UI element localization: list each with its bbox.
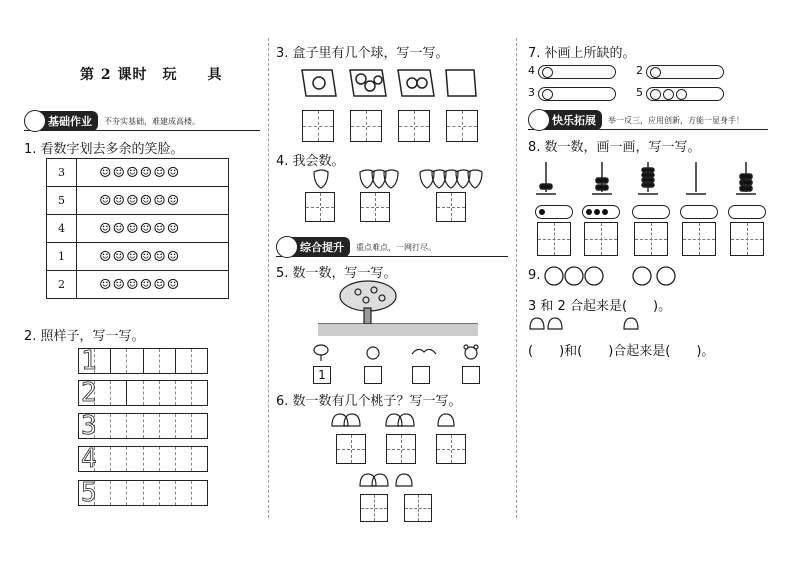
section-label: 综合提升 bbox=[292, 237, 350, 257]
answer-pill[interactable] bbox=[538, 87, 616, 101]
answer-box[interactable] bbox=[446, 110, 478, 142]
table-row: 2 ☺☺☺☺☺☺ bbox=[47, 271, 229, 299]
peaches-illustration-3 bbox=[528, 314, 678, 332]
mascot-icon bbox=[24, 110, 46, 132]
scene-items-row bbox=[306, 342, 486, 362]
answer-box[interactable] bbox=[412, 366, 430, 384]
answer-box[interactable] bbox=[302, 110, 334, 142]
answer-box[interactable] bbox=[336, 434, 366, 464]
question-2: 2. 照样子，写一写。 bbox=[24, 329, 145, 344]
box-icon bbox=[302, 70, 476, 96]
table-row: 3 ☺☺☺☺☺☺ bbox=[47, 159, 229, 187]
writing-row-1[interactable]: 1 bbox=[78, 348, 208, 374]
bead-pill[interactable] bbox=[582, 205, 620, 219]
section-motto: 不夯实基础，难建成高楼。 bbox=[104, 116, 200, 126]
smiley-faces[interactable]: ☺☺☺☺☺☺ bbox=[77, 215, 229, 243]
answer-box[interactable] bbox=[436, 434, 466, 464]
answer-box[interactable] bbox=[462, 366, 480, 384]
answer-box[interactable] bbox=[404, 494, 432, 522]
answer-box[interactable] bbox=[730, 222, 764, 256]
bead-pill[interactable] bbox=[632, 205, 670, 219]
answer-box[interactable] bbox=[398, 110, 430, 142]
smiley-faces[interactable]: ☺☺☺☺☺☺ bbox=[77, 243, 229, 271]
question-6: 6. 数一数有几个桃子？写一写。 bbox=[276, 394, 462, 409]
bead-rod-icon bbox=[592, 162, 612, 194]
question-9-label: 9. bbox=[528, 268, 541, 283]
section-label: 快乐拓展 bbox=[544, 110, 602, 130]
ball-boxes-illustration bbox=[298, 64, 478, 102]
bear-icon bbox=[464, 345, 478, 359]
writing-row-2[interactable]: 2 bbox=[78, 380, 208, 406]
answer-box[interactable] bbox=[350, 110, 382, 142]
apple-icon bbox=[367, 347, 379, 359]
section-header-basic bbox=[24, 111, 200, 131]
mascot-icon bbox=[276, 236, 298, 258]
bead-rod-icon bbox=[686, 162, 706, 194]
peaches-illustration-2 bbox=[356, 470, 426, 490]
answer-box[interactable] bbox=[305, 192, 335, 222]
tree-small-icon bbox=[314, 345, 328, 361]
bead-pill[interactable] bbox=[728, 205, 766, 219]
abacus-beads-illustration bbox=[534, 158, 766, 198]
bead-pill[interactable] bbox=[535, 205, 573, 219]
table-row: 4 ☺☺☺☺☺☺ bbox=[47, 215, 229, 243]
answer-box[interactable] bbox=[682, 222, 716, 256]
answer-box[interactable] bbox=[436, 192, 466, 222]
answer-box[interactable] bbox=[584, 222, 618, 256]
column-divider-1 bbox=[268, 38, 269, 518]
apple-icon bbox=[545, 267, 675, 285]
section-rule bbox=[528, 129, 768, 130]
bird-icon bbox=[412, 349, 436, 354]
question-4: 4. 我会数。 bbox=[276, 154, 345, 169]
section-rule bbox=[276, 256, 508, 257]
answer-pill[interactable] bbox=[646, 65, 724, 79]
column-divider-2 bbox=[516, 38, 517, 518]
answer-box[interactable] bbox=[364, 366, 382, 384]
smiley-faces[interactable]: ☺☺☺☺☺☺ bbox=[77, 159, 229, 187]
answer-box[interactable] bbox=[360, 494, 388, 522]
table-row: 1 ☺☺☺☺☺☺ bbox=[47, 243, 229, 271]
section-rule bbox=[24, 130, 260, 131]
question-5: 5. 数一数，写一写。 bbox=[276, 266, 397, 281]
strawberry-icon bbox=[314, 170, 482, 188]
peach-icon bbox=[360, 474, 412, 486]
mascot-icon bbox=[528, 109, 550, 131]
question-8: 8. 数一数，画一画，写一写。 bbox=[528, 140, 701, 155]
section-motto: 重点难点，一网打尽。 bbox=[356, 242, 436, 252]
answer-box[interactable] bbox=[537, 222, 571, 256]
peach-icon bbox=[530, 318, 638, 329]
writing-row-3[interactable]: 3 bbox=[78, 413, 208, 439]
section-header-combined bbox=[276, 237, 436, 257]
answer-box[interactable] bbox=[360, 192, 390, 222]
apples-illustration bbox=[544, 262, 694, 288]
answer-box[interactable] bbox=[634, 222, 668, 256]
tree-icon bbox=[318, 281, 478, 324]
peach-icon bbox=[332, 414, 454, 426]
smiley-table bbox=[46, 158, 229, 299]
question-1: 1. 看数字划去多余的笑脸。 bbox=[24, 142, 184, 157]
question-3: 3. 盒子里有几个球，写一写。 bbox=[276, 46, 449, 61]
bead-rod-icon bbox=[638, 162, 658, 194]
smiley-faces[interactable]: ☺☺☺☺☺☺ bbox=[77, 271, 229, 299]
tree-scene-illustration bbox=[318, 278, 478, 338]
question-7: 7. 补画上所缺的。 bbox=[528, 46, 636, 61]
bead-rod-icon bbox=[736, 162, 756, 194]
strawberries-illustration bbox=[310, 166, 500, 190]
table-row: 5 ☺☺☺☺☺☺ bbox=[47, 187, 229, 215]
answer-pill[interactable] bbox=[646, 87, 724, 101]
section-label: 基础作业 bbox=[40, 111, 98, 131]
answer-box[interactable]: 1 bbox=[313, 366, 331, 384]
answer-box[interactable] bbox=[386, 434, 416, 464]
question-9-line1: 3 和 2 合起来是( )。 bbox=[528, 299, 672, 314]
section-header-happy bbox=[528, 110, 744, 130]
writing-row-4[interactable]: 4 bbox=[78, 446, 208, 472]
bead-pill[interactable] bbox=[680, 205, 718, 219]
bead-rod-icon bbox=[536, 162, 556, 194]
writing-row-5[interactable]: 5 bbox=[78, 480, 208, 506]
peaches-illustration bbox=[328, 408, 468, 432]
smiley-faces[interactable]: ☺☺☺☺☺☺ bbox=[77, 187, 229, 215]
lesson-title: 第 2 课时 玩 具 bbox=[80, 67, 223, 83]
answer-pill[interactable] bbox=[538, 65, 616, 79]
question-9-line2: ( )和( )合起来是( )。 bbox=[528, 344, 715, 359]
section-motto: 举一反三，应用创新，方能一显身手！ bbox=[608, 115, 744, 125]
